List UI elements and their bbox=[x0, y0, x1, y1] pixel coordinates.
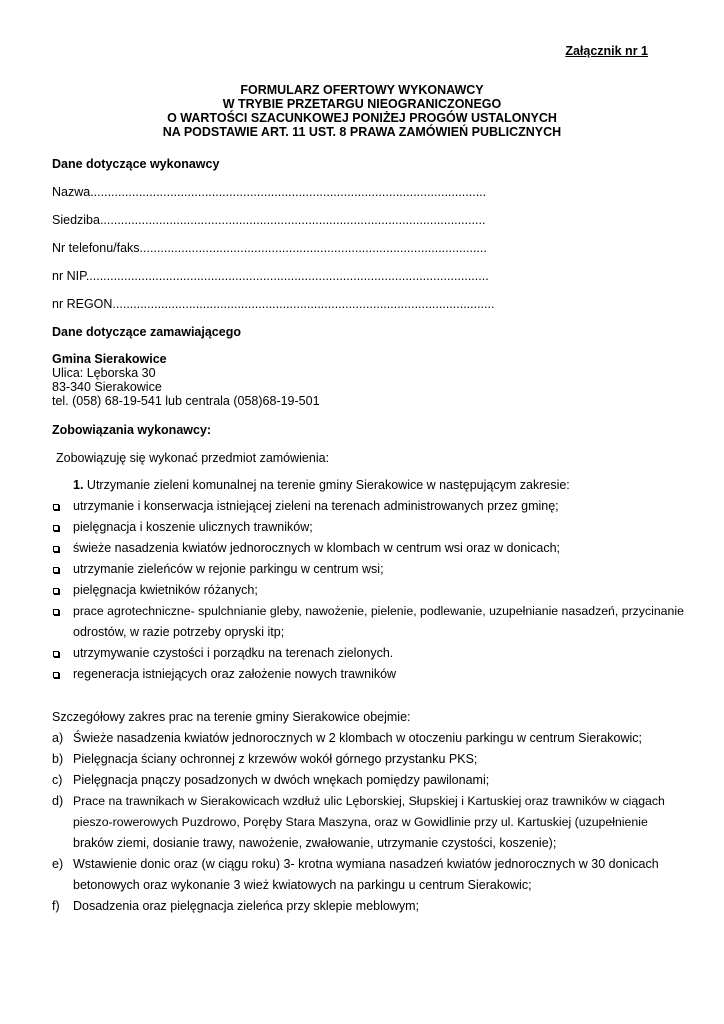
scope-item-b: Pielęgnacja ściany ochronnej z krzewów wokół górnego przystanku PKS; bbox=[73, 752, 478, 766]
checkbox-bullet-icon bbox=[53, 609, 59, 615]
obligation-item-number: 1. bbox=[73, 478, 84, 492]
annex-label: Załącznik nr 1 bbox=[565, 44, 648, 58]
scope-item-e-line-2: betonowych oraz wykonanie 3 wież kwiatowych na parkingu u centrum Sierakowic; bbox=[73, 878, 532, 892]
checkbox-bullet-icon bbox=[53, 588, 59, 594]
scope-item-e-line-1: Wstawienie donic oraz (w ciągu roku) 3- krotna wymiana nasadzeń kwiatów jednorocznych w 30 donicach bbox=[73, 857, 659, 871]
client-postcode: 83-340 Sierakowice bbox=[52, 380, 162, 394]
bullet-item: utrzymanie i konserwacja istniejącej zieleni na terenach administrowanych przez gminę; bbox=[73, 499, 559, 513]
scope-item-c: Pielęgnacja pnączy posadzonych w dwóch wnękach pomiędzy pawilonami; bbox=[73, 773, 490, 787]
client-heading: Dane dotyczące zamawiającego bbox=[52, 325, 241, 339]
scope-label-a: a) bbox=[52, 731, 64, 745]
title-line-2: W TRYBIE PRZETARGU NIEOGRANICZONEGO bbox=[222, 97, 502, 111]
obligation-item-text: Utrzymanie zieleni komunalnej na terenie gminy Sierakowice w następującym zakresie: bbox=[83, 478, 570, 492]
title-line-4: NA PODSTAWIE ART. 11 UST. 8 PRAWA ZAMÓWIEŃ PUBLICZNYCH bbox=[162, 125, 562, 139]
scope-intro: Szczegółowy zakres prac na terenie gminy Sierakowice obejmie: bbox=[52, 710, 411, 724]
checkbox-bullet-icon bbox=[53, 546, 59, 552]
field-name: Nazwa.................................................................................................................. bbox=[52, 185, 487, 199]
scope-item-a: Świeże nasadzenia kwiatów jednorocznych w 2 klombach w otoczeniu parkingu w centrum Sierakowic; bbox=[73, 731, 643, 745]
field-seat: Siedziba............................................................................................................... bbox=[52, 213, 486, 227]
field-nip: nr NIP.................................................................................................................... bbox=[52, 269, 489, 283]
checkbox-bullet-icon bbox=[53, 567, 59, 573]
bullet-item: pielęgnacja i koszenie ulicznych trawników; bbox=[73, 520, 313, 534]
client-street: Ulica: Lęborska 30 bbox=[52, 366, 156, 380]
checkbox-bullet-icon bbox=[53, 525, 59, 531]
scope-label-c: c) bbox=[52, 773, 63, 787]
bullet-item: pielęgnacja kwietników różanych; bbox=[73, 583, 258, 597]
scope-label-d: d) bbox=[52, 794, 64, 808]
field-phone-fax: Nr telefonu/faks.................................................................................................... bbox=[52, 241, 487, 255]
checkbox-bullet-icon bbox=[53, 672, 59, 678]
checkbox-bullet-icon bbox=[53, 651, 59, 657]
scope-item-d-line-3: braków ziemi, dosianie trawy, nawożenie, zwałowanie, utrzymanie czystości, koszenie); bbox=[73, 836, 557, 850]
bullet-item: regeneracja istniejących oraz założenie nowych trawników bbox=[73, 667, 397, 681]
scope-label-b: b) bbox=[52, 752, 64, 766]
scope-item-d-line-2: pieszo-rowerowych Puzdrowo, Poręby Stara Maszyna, oraz w Gowidlinie przy ul. Kartuskiej (uzupełnienie bbox=[73, 815, 648, 829]
bullet-item: utrzymanie zieleńców w rejonie parkingu w centrum wsi; bbox=[73, 562, 384, 576]
bullet-item: prace agrotechniczne- spulchnianie gleby, nawożenie, pielenie, podlewanie, uzupełnianie nasadzeń, przycinanie bbox=[73, 604, 684, 618]
obligations-intro: Zobowiązuję się wykonać przedmiot zamówienia: bbox=[56, 451, 330, 465]
title-line-3: O WARTOŚCI SZACUNKOWEJ PONIŻEJ PROGÓW USTALONYCH bbox=[167, 111, 557, 125]
client-name: Gmina Sierakowice bbox=[52, 352, 167, 366]
bullet-item: utrzymywanie czystości i porządku na terenach zielonych. bbox=[73, 646, 394, 660]
scope-item-f: Dosadzenia oraz pielęgnacja zieleńca przy sklepie meblowym; bbox=[73, 899, 420, 913]
bullet-item-continuation: odrostów, w razie potrzeby opryski itp; bbox=[73, 625, 285, 639]
contractor-heading: Dane dotyczące wykonawcy bbox=[52, 157, 220, 171]
scope-label-e: e) bbox=[52, 857, 64, 871]
title-line-1: FORMULARZ OFERTOWY WYKONAWCY bbox=[240, 83, 484, 97]
scope-label-f: f) bbox=[52, 899, 60, 913]
obligations-heading: Zobowiązania wykonawcy: bbox=[52, 423, 212, 437]
client-phone: tel. (058) 68-19-541 lub centrala (058)68-19-501 bbox=[52, 394, 320, 408]
scope-item-d-line-1: Prace na trawnikach w Sierakowicach wzdłuż ulic Lęborskiej, Słupskiej i Kartuskiej oraz trawników w ciągach bbox=[73, 794, 665, 808]
bullet-item: świeże nasadzenia kwiatów jednorocznych w klombach w centrum wsi oraz w donicach; bbox=[73, 541, 561, 555]
obligation-item-1 bbox=[73, 478, 570, 493]
checkbox-bullet-icon bbox=[53, 504, 59, 510]
field-regon: nr REGON.............................................................................................................. bbox=[52, 297, 495, 311]
